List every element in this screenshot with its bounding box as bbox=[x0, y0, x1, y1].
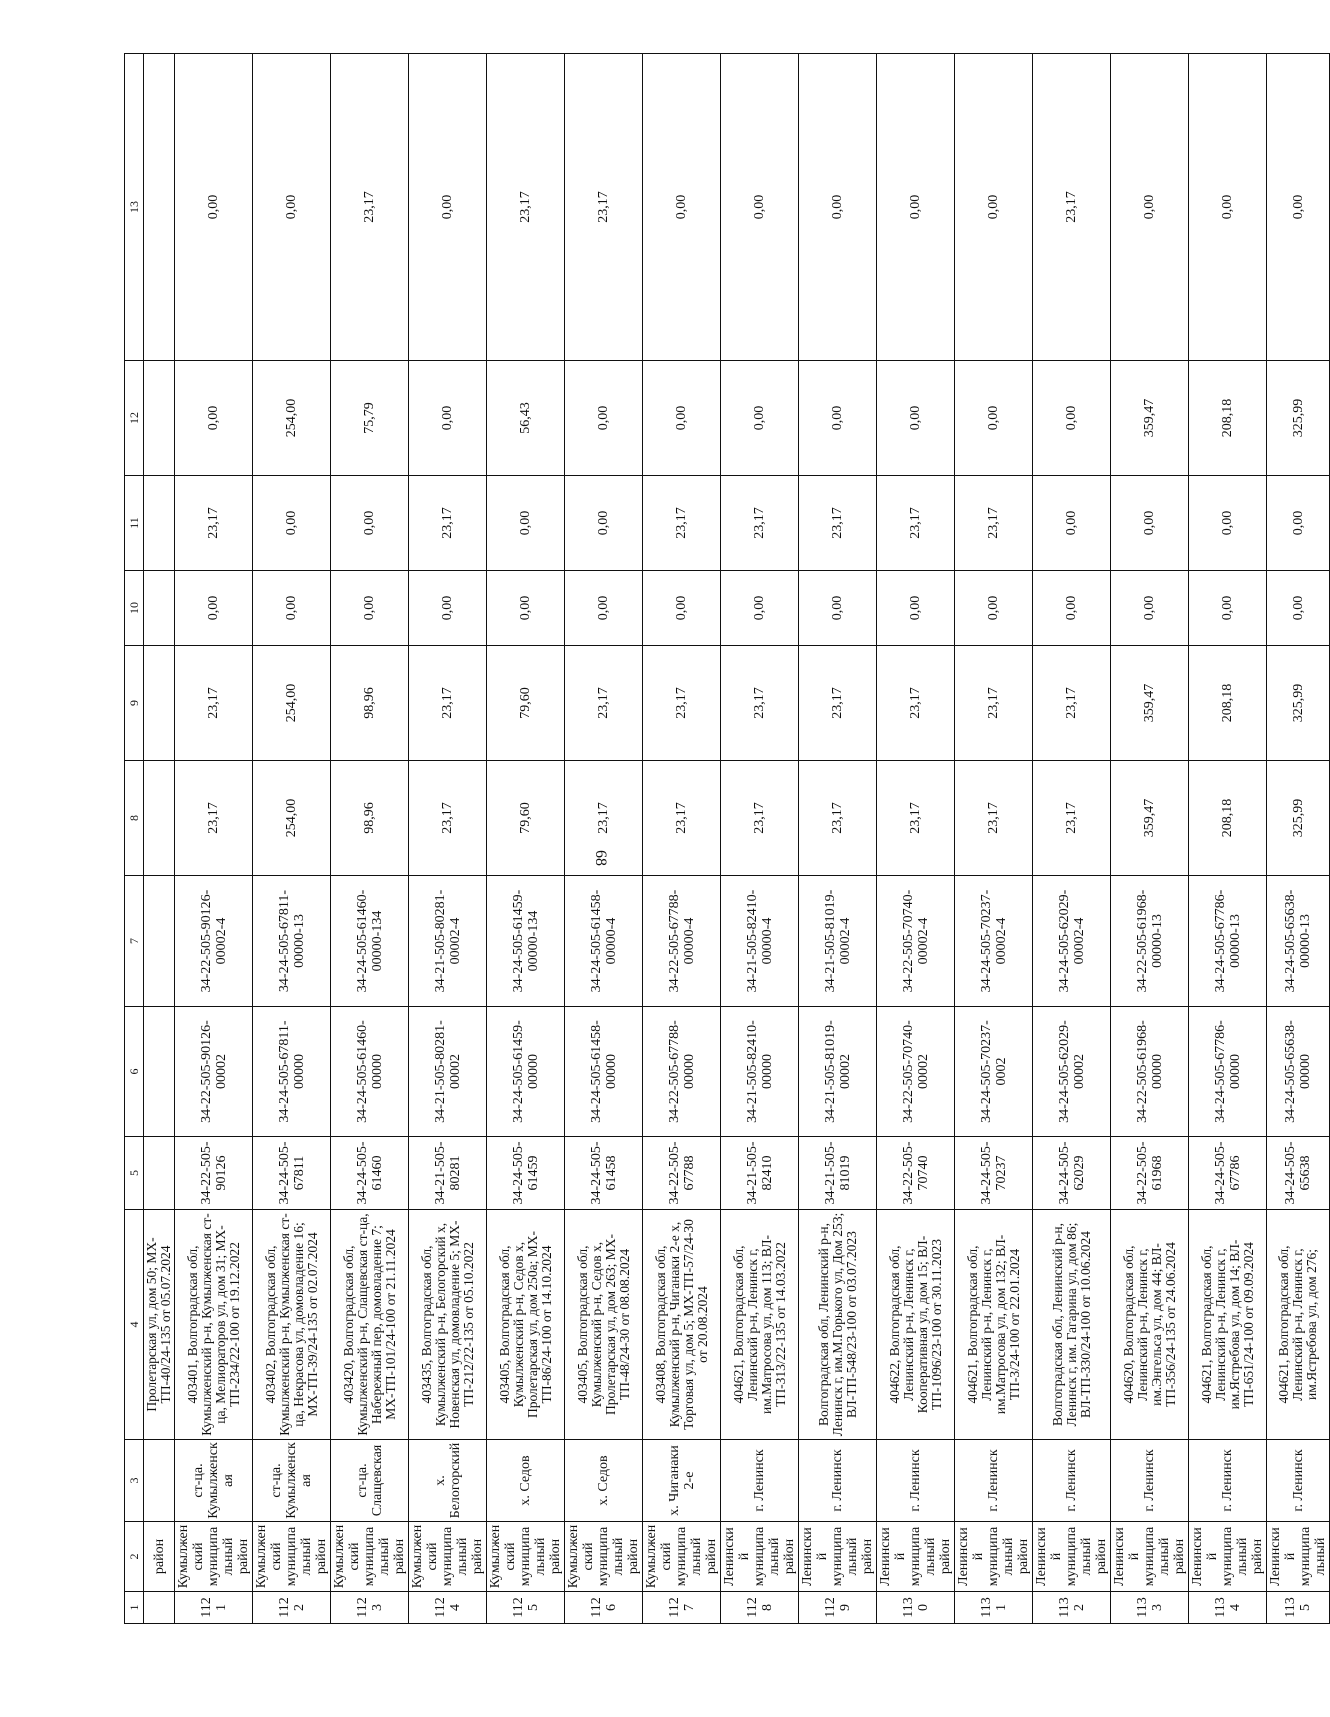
code-cell: 34-24-505-61460 bbox=[331, 1137, 409, 1210]
code-cell: 34-21-505-82410 bbox=[721, 1137, 799, 1210]
code-cell: 34-22-505-67788-00000-4 bbox=[643, 876, 721, 1007]
value-cell: 79,60 bbox=[487, 646, 565, 761]
value-cell: 23,17 bbox=[955, 476, 1033, 571]
row-number: 1135 bbox=[1267, 1592, 1330, 1624]
value-cell: 23,17 bbox=[565, 761, 643, 876]
code-cell: 34-22-505-90126-00002-4 bbox=[175, 876, 253, 1007]
row-number: 1123 bbox=[331, 1592, 409, 1624]
table-row bbox=[643, 54, 721, 1624]
table-row bbox=[1267, 54, 1330, 1624]
code-cell: 34-24-505-67811-00000 bbox=[253, 1007, 331, 1137]
value-cell: 0,00 bbox=[175, 571, 253, 646]
code-cell: 34-24-505-67811 bbox=[253, 1137, 331, 1210]
col-number: 4 bbox=[125, 1210, 144, 1440]
value-cell: 0,00 bbox=[253, 54, 331, 361]
table-row bbox=[955, 54, 1033, 1624]
district-cell: Ленинский муниципальный bbox=[1267, 1522, 1330, 1592]
row-number: 1131 bbox=[955, 1592, 1033, 1624]
value-cell: 0,00 bbox=[565, 571, 643, 646]
address-cell: 404620, Волгоградская обл, Ленинский р-н, Ленинск г, им.Энгельса ул, дом 44; ВЛ-ТП-356/24-135 от 24.06.2024 bbox=[1111, 1210, 1189, 1440]
value-cell: 23,17 bbox=[877, 646, 955, 761]
value-cell: 0,00 bbox=[877, 54, 955, 361]
value-cell: 0,00 bbox=[955, 54, 1033, 361]
code-cell: 34-22-505-90126 bbox=[175, 1137, 253, 1210]
value-cell: 0,00 bbox=[331, 571, 409, 646]
value-cell: 0,00 bbox=[799, 54, 877, 361]
locality-cell: ст-ца. Кумылженская bbox=[175, 1440, 253, 1522]
table-row bbox=[487, 54, 565, 1624]
locality-cell: г. Ленинск bbox=[799, 1440, 877, 1522]
locality-cell: х. Белогорский bbox=[409, 1440, 487, 1522]
value-cell: 0,00 bbox=[721, 361, 799, 476]
code-cell: 34-24-505-62029 bbox=[1033, 1137, 1111, 1210]
code-cell: 34-24-505-62029-00002 bbox=[1033, 1007, 1111, 1137]
address-cell: 404621, Волгоградская обл, Ленинский р-н, Ленинск г, им.Ястребова ул, дом 276; bbox=[1267, 1210, 1330, 1440]
value-cell: 23,17 bbox=[877, 476, 955, 571]
code-cell: 34-24-505-67786-00000 bbox=[1189, 1007, 1267, 1137]
code-cell: 34-21-505-81019-00002-4 bbox=[799, 876, 877, 1007]
value-cell: 23,17 bbox=[721, 476, 799, 571]
row-number: 1127 bbox=[643, 1592, 721, 1624]
code-cell: 34-22-505-70740-00002 bbox=[877, 1007, 955, 1137]
code-cell: 34-24-505-65638-00000-13 bbox=[1267, 876, 1330, 1007]
value-cell: 0,00 bbox=[331, 476, 409, 571]
address-cell: Волгоградская обл, Ленинский р-н, Ленинск г, им.М.Горького ул, Дом 253; ВЛ-ТП-548/23-100 от 03.07.2023 bbox=[799, 1210, 877, 1440]
value-cell: 23,17 bbox=[799, 761, 877, 876]
district-cell: Ленинский муниципальный район bbox=[721, 1522, 799, 1592]
col-number: 10 bbox=[125, 571, 144, 646]
district-cell: Ленинский муниципальный район bbox=[1111, 1522, 1189, 1592]
table-row bbox=[799, 54, 877, 1624]
locality-cell: ст-ца. Слащевская bbox=[331, 1440, 409, 1522]
value-cell: 254,00 bbox=[253, 361, 331, 476]
value-cell: 0,00 bbox=[253, 476, 331, 571]
row-number: 1125 bbox=[487, 1592, 565, 1624]
value-cell: 98,96 bbox=[331, 646, 409, 761]
value-cell: 208,18 bbox=[1189, 761, 1267, 876]
value-cell: 23,17 bbox=[721, 646, 799, 761]
value-cell: 23,17 bbox=[487, 54, 565, 361]
code-cell: 34-24-505-61459 bbox=[487, 1137, 565, 1210]
code-cell: 34-21-505-80281 bbox=[409, 1137, 487, 1210]
code-cell: 34-24-505-61460-00000 bbox=[331, 1007, 409, 1137]
code-cell: 34-24-505-67786 bbox=[1189, 1137, 1267, 1210]
table-row bbox=[565, 54, 643, 1624]
value-cell: 23,17 bbox=[409, 476, 487, 571]
row-number: 1134 bbox=[1189, 1592, 1267, 1624]
value-cell: 75,79 bbox=[331, 361, 409, 476]
rotated-table-area bbox=[124, 54, 1328, 1624]
code-cell: 34-21-505-81019-00002 bbox=[799, 1007, 877, 1137]
code-cell: 34-21-505-82410-00000-4 bbox=[721, 876, 799, 1007]
value-cell: 325,99 bbox=[1267, 646, 1330, 761]
value-cell: 0,00 bbox=[1189, 54, 1267, 361]
locality-cell: г. Ленинск bbox=[1267, 1440, 1330, 1522]
address-cell: 403402, Волгоградская обл, Кумылженский р-н, Кумылженская ст-ца, Некрасова ул, домовладение 16; МХ-ТП-39/24-135 от 02.07.2024 bbox=[253, 1210, 331, 1440]
district-cell: Кумылженский муниципальный район bbox=[643, 1522, 721, 1592]
row-number: 1129 bbox=[799, 1592, 877, 1624]
carry-over-row bbox=[144, 54, 175, 1624]
data-table bbox=[124, 53, 1330, 1624]
value-cell: 0,00 bbox=[799, 361, 877, 476]
district-cell: Кумылженский муниципальный район bbox=[253, 1522, 331, 1592]
value-cell: 0,00 bbox=[955, 571, 1033, 646]
value-cell: 23,17 bbox=[331, 54, 409, 361]
value-cell: 23,17 bbox=[565, 54, 643, 361]
code-cell: 34-24-505-70237-0002 bbox=[955, 1007, 1033, 1137]
value-cell: 98,96 bbox=[331, 761, 409, 876]
value-cell: 359,47 bbox=[1111, 361, 1189, 476]
address-cell: 403408, Волгоградская обл, Кумылженский р-н, Чиганаки 2-е х, Торговая ул, дом 5; МХ-ТП-57/24-30 от 20.08.2024 bbox=[643, 1210, 721, 1440]
value-cell: 23,17 bbox=[409, 761, 487, 876]
address-cell: 403405, Волгоградская обл, Кумылженский р-н, Седов х, Пролетарская ул, дом 250а; МХ-ТП-86/24-100 от 14.10.2024 bbox=[487, 1210, 565, 1440]
district-cell: Кумылженский муниципальный район bbox=[331, 1522, 409, 1592]
value-cell: 23,17 bbox=[721, 761, 799, 876]
col-number: 6 bbox=[125, 1007, 144, 1137]
value-cell: 0,00 bbox=[175, 54, 253, 361]
locality-cell: х. Седов bbox=[487, 1440, 565, 1522]
value-cell: 0,00 bbox=[565, 361, 643, 476]
value-cell: 325,99 bbox=[1267, 361, 1330, 476]
value-cell: 23,17 bbox=[877, 761, 955, 876]
value-cell: 23,17 bbox=[799, 646, 877, 761]
address-cell: 404621, Волгоградская обл, Ленинский р-н, Ленинск г, им.Ястребова ул, дом 14; ВЛ-ТП-651/24-100 от 09.09.2024 bbox=[1189, 1210, 1267, 1440]
district-cell: Ленинский муниципальный район bbox=[1033, 1522, 1111, 1592]
value-cell: 0,00 bbox=[643, 54, 721, 361]
value-cell: 208,18 bbox=[1189, 361, 1267, 476]
code-cell: 34-24-505-70237-00002-4 bbox=[955, 876, 1033, 1007]
district-cell: Ленинский муниципальный район bbox=[877, 1522, 955, 1592]
code-cell: 34-22-505-61968-00000-13 bbox=[1111, 876, 1189, 1007]
value-cell: 325,99 bbox=[1267, 761, 1330, 876]
row-number: 1128 bbox=[721, 1592, 799, 1624]
value-cell: 23,17 bbox=[955, 761, 1033, 876]
address-cell: 403420, Волгоградская обл, Кумылженский р-н, Слащевская ст-ца, Набережный пер, домовладение 7; МХ-ТП-101/24-100 от 21.11.2024 bbox=[331, 1210, 409, 1440]
value-cell: 208,18 bbox=[1189, 646, 1267, 761]
value-cell: 359,47 bbox=[1111, 646, 1189, 761]
value-cell: 0,00 bbox=[487, 476, 565, 571]
value-cell: 0,00 bbox=[1267, 54, 1330, 361]
locality-cell: г. Ленинск bbox=[1111, 1440, 1189, 1522]
table-row bbox=[253, 54, 331, 1624]
locality-cell: ст-ца. Кумылженская bbox=[253, 1440, 331, 1522]
district-cell: Ленинский муниципальный район bbox=[1189, 1522, 1267, 1592]
value-cell: 0,00 bbox=[643, 571, 721, 646]
code-cell: 34-24-505-61458-00000 bbox=[565, 1007, 643, 1137]
address-cell: 404621, Волгоградская обл, Ленинский р-н, Ленинск г, им.Матросова ул, дом 113; ВЛ-ТП-313/22-135 от 14.03.2022 bbox=[721, 1210, 799, 1440]
value-cell: 23,17 bbox=[643, 476, 721, 571]
code-cell: 34-22-505-90126-00002 bbox=[175, 1007, 253, 1137]
locality-cell: г. Ленинск bbox=[1189, 1440, 1267, 1522]
value-cell: 23,17 bbox=[175, 476, 253, 571]
value-cell: 23,17 bbox=[643, 761, 721, 876]
value-cell: 0,00 bbox=[799, 571, 877, 646]
address-cell: Волгоградская обл, Ленинский р-н, Ленинск г, им. Гагарина ул, дом 86; ВЛ-ТП-330/24-100 от 10.06.2024 bbox=[1033, 1210, 1111, 1440]
locality-cell: х. Седов bbox=[565, 1440, 643, 1522]
code-cell: 34-24-505-67786-00000-13 bbox=[1189, 876, 1267, 1007]
locality-cell: г. Ленинск bbox=[955, 1440, 1033, 1522]
value-cell: 0,00 bbox=[877, 571, 955, 646]
col-number: 12 bbox=[125, 361, 144, 476]
code-cell: 34-24-505-65638 bbox=[1267, 1137, 1330, 1210]
code-cell: 34-22-505-70740 bbox=[877, 1137, 955, 1210]
table-row bbox=[721, 54, 799, 1624]
value-cell: 359,47 bbox=[1111, 761, 1189, 876]
value-cell: 0,00 bbox=[1033, 361, 1111, 476]
code-cell: 34-24-505-61459-00000-134 bbox=[487, 876, 565, 1007]
row-number: 1130 bbox=[877, 1592, 955, 1624]
code-cell: 34-22-505-67788-00000 bbox=[643, 1007, 721, 1137]
value-cell: 254,00 bbox=[253, 761, 331, 876]
district-cell: Ленинский муниципальный район bbox=[799, 1522, 877, 1592]
value-cell: 0,00 bbox=[253, 571, 331, 646]
address-cell: 403401, Волгоградская обл, Кумылженский р-н, Кумылженская ст-ца, Мелиораторов ул, дом 31; МХ-ТП-234/22-100 от 19.12.2022 bbox=[175, 1210, 253, 1440]
locality-cell: г. Ленинск bbox=[721, 1440, 799, 1522]
value-cell: 0,00 bbox=[1033, 476, 1111, 571]
code-cell: 34-24-505-65638-00000 bbox=[1267, 1007, 1330, 1137]
table-row bbox=[175, 54, 253, 1624]
code-cell: 34-21-505-82410-00000 bbox=[721, 1007, 799, 1137]
value-cell: 0,00 bbox=[721, 571, 799, 646]
value-cell: 23,17 bbox=[1033, 646, 1111, 761]
code-cell: 34-22-505-70740-00002-4 bbox=[877, 876, 955, 1007]
carry-over-address: Пролетарская ул, дом 50; МХ-ТП-40/24-135 от 05.07.2024 bbox=[144, 1210, 175, 1440]
value-cell: 23,17 bbox=[409, 646, 487, 761]
value-cell: 0,00 bbox=[1189, 476, 1267, 571]
value-cell: 0,00 bbox=[565, 476, 643, 571]
col-number: 2 bbox=[125, 1522, 144, 1592]
value-cell: 0,00 bbox=[721, 54, 799, 361]
table-row bbox=[409, 54, 487, 1624]
code-cell: 34-24-505-61459-00000 bbox=[487, 1007, 565, 1137]
code-cell: 34-22-505-61968 bbox=[1111, 1137, 1189, 1210]
code-cell: 34-24-505-61458 bbox=[565, 1137, 643, 1210]
col-number: 11 bbox=[125, 476, 144, 571]
row-number: 1124 bbox=[409, 1592, 487, 1624]
value-cell: 23,17 bbox=[565, 646, 643, 761]
col-number: 7 bbox=[125, 876, 144, 1007]
page-number: 68 bbox=[592, 850, 609, 866]
value-cell: 79,60 bbox=[487, 761, 565, 876]
value-cell: 56,43 bbox=[487, 361, 565, 476]
value-cell: 23,17 bbox=[175, 646, 253, 761]
code-cell: 34-24-505-67811-00000-13 bbox=[253, 876, 331, 1007]
col-number: 8 bbox=[125, 761, 144, 876]
value-cell: 23,17 bbox=[1033, 761, 1111, 876]
code-cell: 34-22-505-67788 bbox=[643, 1137, 721, 1210]
table-row bbox=[1189, 54, 1267, 1624]
col-number: 1 bbox=[125, 1592, 144, 1624]
value-cell: 0,00 bbox=[1111, 54, 1189, 361]
table-row bbox=[877, 54, 955, 1624]
locality-cell: г. Ленинск bbox=[1033, 1440, 1111, 1522]
value-cell: 0,00 bbox=[1189, 571, 1267, 646]
value-cell: 23,17 bbox=[955, 646, 1033, 761]
value-cell: 0,00 bbox=[1033, 571, 1111, 646]
value-cell: 0,00 bbox=[409, 571, 487, 646]
code-cell: 34-21-505-80281-00002-4 bbox=[409, 876, 487, 1007]
table-row bbox=[331, 54, 409, 1624]
district-cell: Кумылженский муниципальный район bbox=[565, 1522, 643, 1592]
value-cell: 0,00 bbox=[175, 361, 253, 476]
value-cell: 23,17 bbox=[1033, 54, 1111, 361]
column-number-row bbox=[125, 54, 144, 1624]
code-cell: 34-24-505-61460-00000-134 bbox=[331, 876, 409, 1007]
value-cell: 23,17 bbox=[175, 761, 253, 876]
value-cell: 0,00 bbox=[1111, 476, 1189, 571]
row-number: 1132 bbox=[1033, 1592, 1111, 1624]
value-cell: 0,00 bbox=[1267, 476, 1330, 571]
row-number: 1121 bbox=[175, 1592, 253, 1624]
value-cell: 23,17 bbox=[799, 476, 877, 571]
district-cell: Кумылженский муниципальный район bbox=[409, 1522, 487, 1592]
carry-over-district: район bbox=[144, 1522, 175, 1592]
value-cell: 0,00 bbox=[877, 361, 955, 476]
address-cell: 403435, Волгоградская обл, Кумылженский р-н, Белогорский х, Новенская ул, домовладение 5; МХ-ТП-212/22-135 от 05.10.2022 bbox=[409, 1210, 487, 1440]
value-cell: 254,00 bbox=[253, 646, 331, 761]
locality-cell: г. Ленинск bbox=[877, 1440, 955, 1522]
table-row bbox=[1033, 54, 1111, 1624]
value-cell: 0,00 bbox=[487, 571, 565, 646]
row-number: 1126 bbox=[565, 1592, 643, 1624]
address-cell: 404622, Волгоградская обл, Ленинский р-н, Ленинск г, Кооперативная ул, дом 15; ВЛ-ТП-1096/23-100 от 30.11.2023 bbox=[877, 1210, 955, 1440]
row-number: 1122 bbox=[253, 1592, 331, 1624]
value-cell: 0,00 bbox=[1267, 571, 1330, 646]
value-cell: 0,00 bbox=[1111, 571, 1189, 646]
district-cell: Ленинский муниципальный район bbox=[955, 1522, 1033, 1592]
value-cell: 0,00 bbox=[643, 361, 721, 476]
district-cell: Кумылженский муниципальный район bbox=[487, 1522, 565, 1592]
col-number: 13 bbox=[125, 54, 144, 361]
code-cell: 34-24-505-62029-00002-4 bbox=[1033, 876, 1111, 1007]
value-cell: 0,00 bbox=[409, 54, 487, 361]
code-cell: 34-21-505-80281-00002 bbox=[409, 1007, 487, 1137]
district-cell: Кумылженский муниципальный район bbox=[175, 1522, 253, 1592]
table-row bbox=[1111, 54, 1189, 1624]
locality-cell: х. Чиганаки 2-е bbox=[643, 1440, 721, 1522]
row-number: 1133 bbox=[1111, 1592, 1189, 1624]
code-cell: 34-22-505-61968-00000 bbox=[1111, 1007, 1189, 1137]
code-cell: 34-24-505-61458-00000-4 bbox=[565, 876, 643, 1007]
address-cell: 403405, Волгоградская обл, Кумылженский р-н, Седов х, Пролетарская ул, дом 263; МХ-ТП-48/24-30 от 08.08.2024 bbox=[565, 1210, 643, 1440]
value-cell: 23,17 bbox=[643, 646, 721, 761]
col-number: 3 bbox=[125, 1440, 144, 1522]
col-number: 5 bbox=[125, 1137, 144, 1210]
value-cell: 0,00 bbox=[409, 361, 487, 476]
code-cell: 34-24-505-70237 bbox=[955, 1137, 1033, 1210]
value-cell: 0,00 bbox=[955, 361, 1033, 476]
code-cell: 34-21-505-81019 bbox=[799, 1137, 877, 1210]
address-cell: 404621, Волгоградская обл, Ленинский р-н, Ленинск г, им.Матросова ул, дом 132; ВЛ-ТП-3/24-100 от 22.01.2024 bbox=[955, 1210, 1033, 1440]
col-number: 9 bbox=[125, 646, 144, 761]
